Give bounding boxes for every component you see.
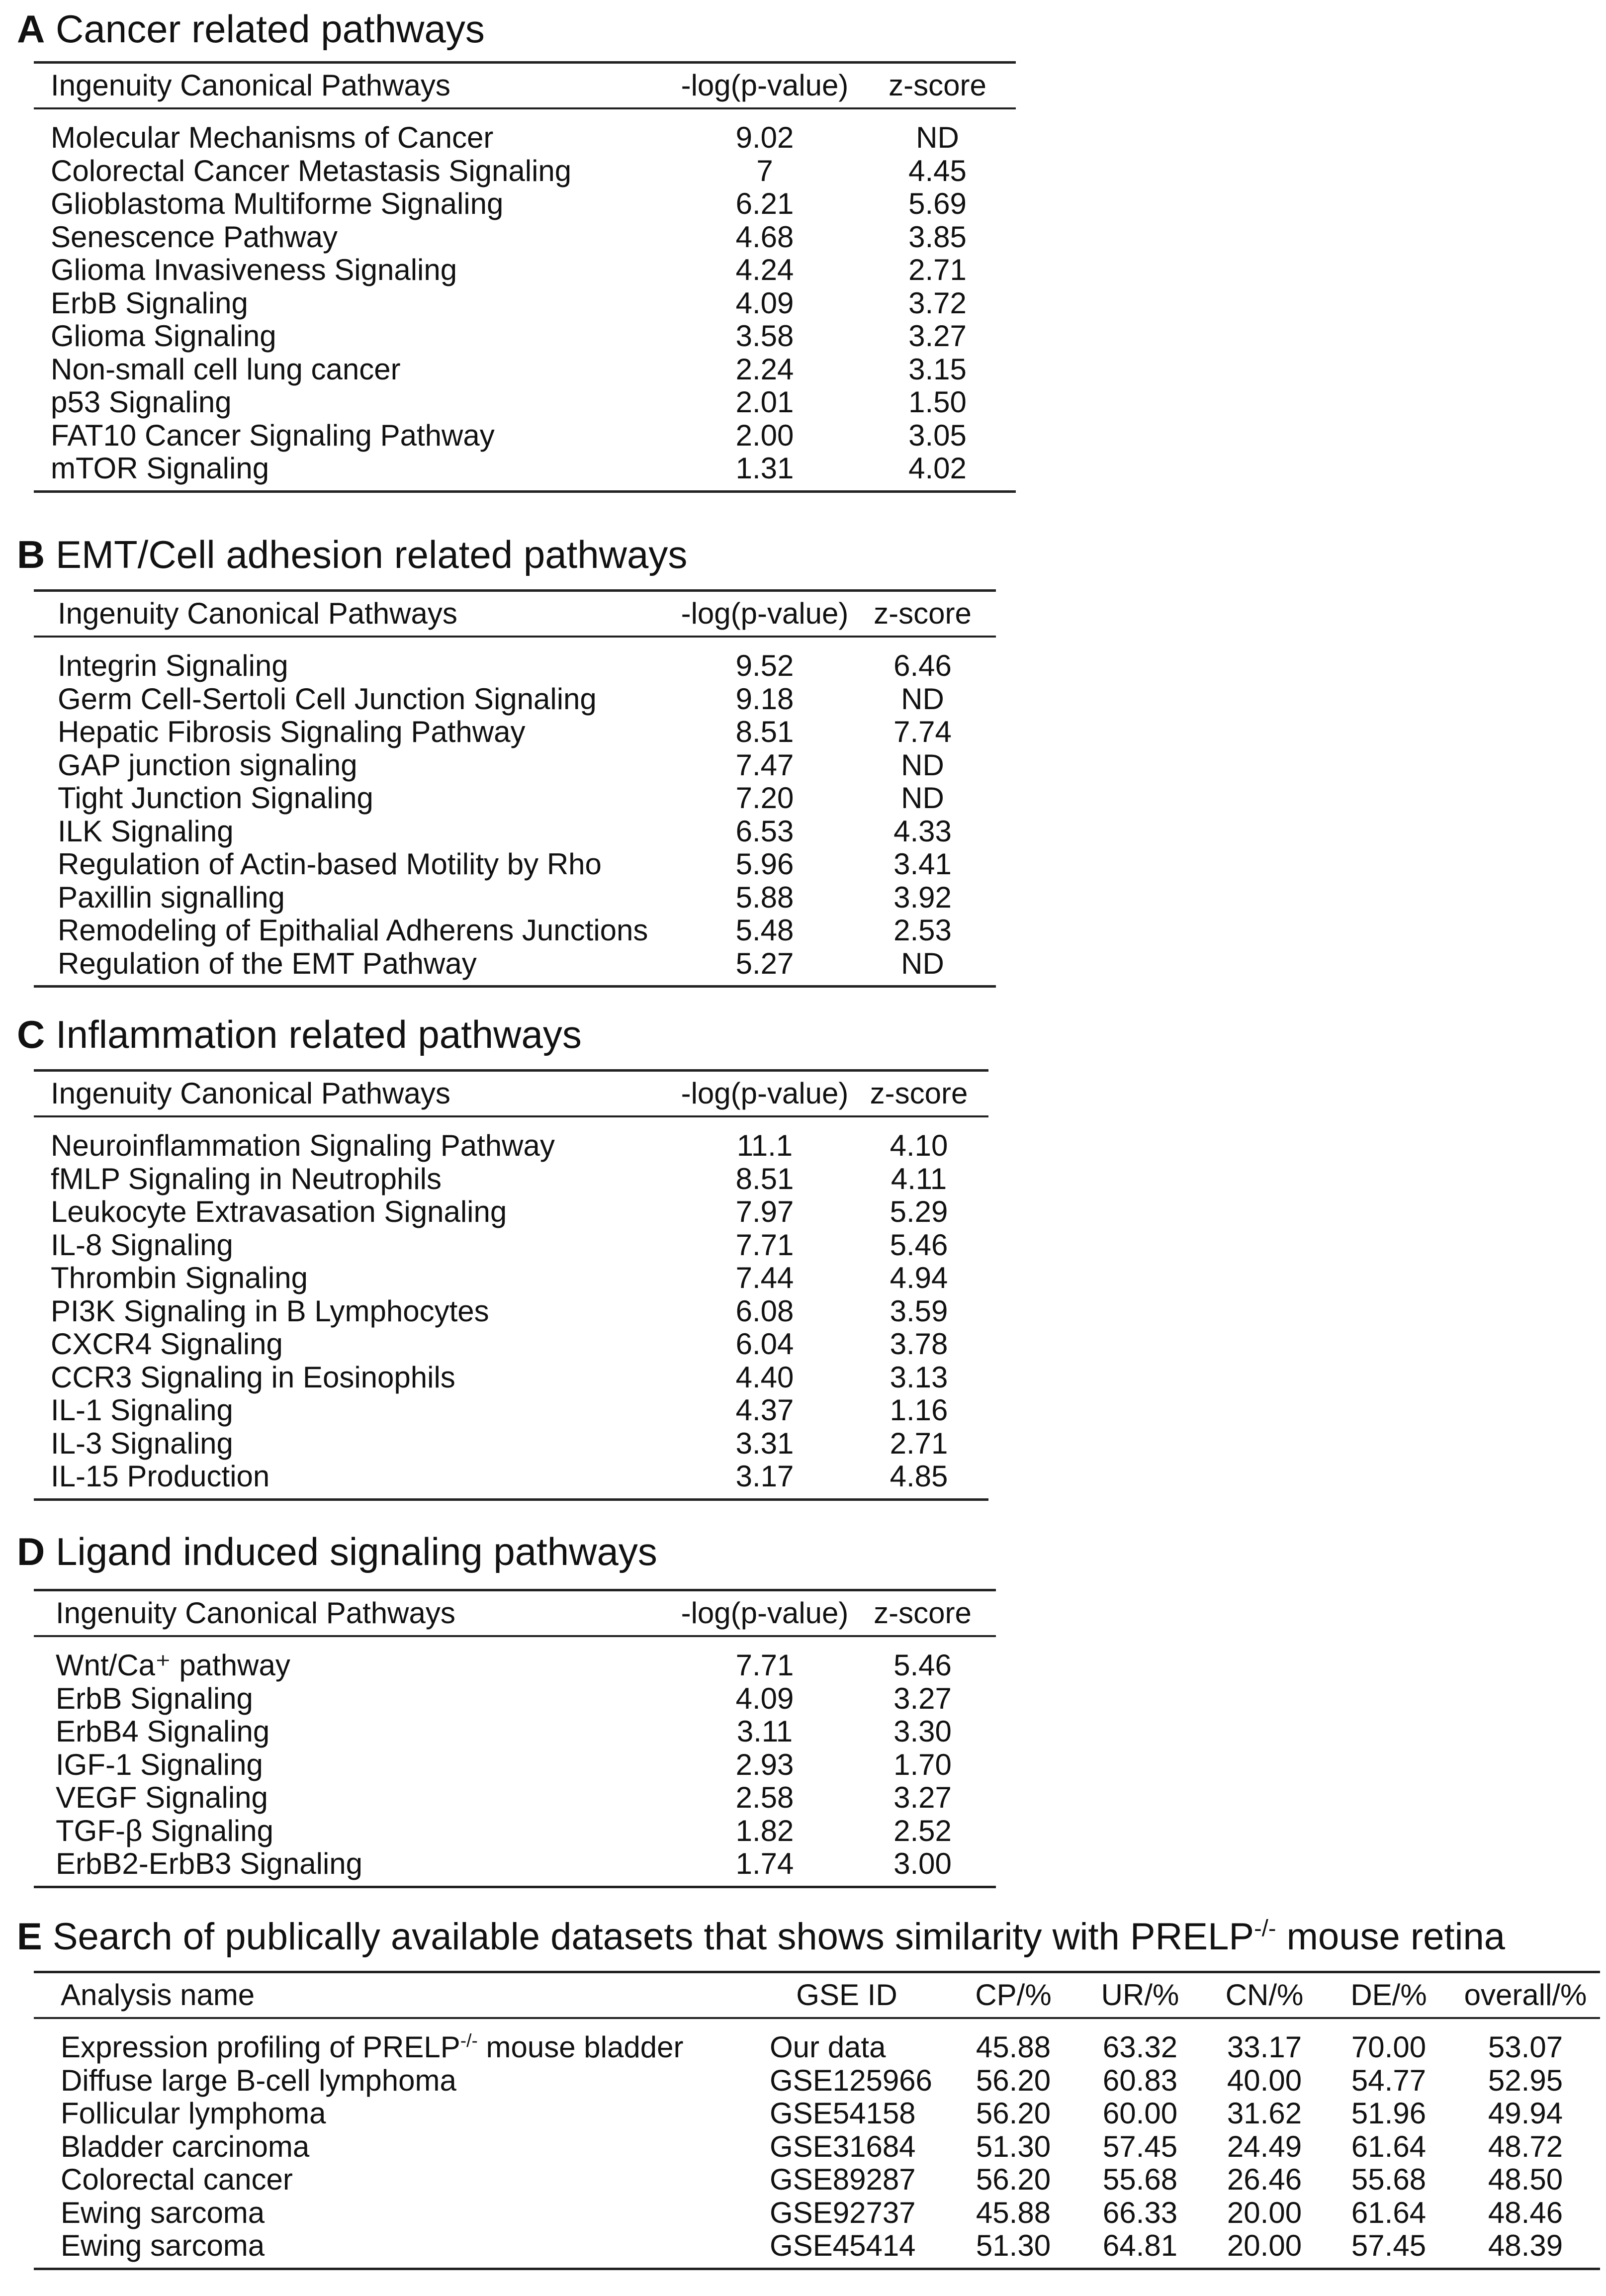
logp-value: 11.1 [736,1129,793,1162]
pathway-name: Hepatic Fibrosis Signaling Pathway [58,715,526,748]
cp-value: 51.30 [976,2129,1051,2163]
logp-value: 5.27 [735,946,794,980]
pathway-name: Germ Cell-Sertoli Cell Junction Signaling [58,682,597,716]
logp-value: 6.53 [735,814,794,848]
table-row [34,716,996,749]
zscore-value: ND [916,121,959,154]
logp-value: 6.04 [735,1327,794,1361]
column-header-cp: CP/% [975,1978,1052,2012]
analysis-name [34,2229,745,2269]
section-title [17,530,687,579]
pathway-name: ErbB2-ErbB3 Signaling [56,1847,363,1880]
pathway-name: CCR3 Signaling in Eosinophils [51,1360,455,1394]
zscore-value: 6.46 [893,649,952,682]
section-letter: D [17,1530,45,1573]
zscore-value: ND [901,682,944,716]
table-row [34,287,1016,320]
ur-value: 60.83 [1102,2063,1178,2097]
analysis-name [34,2064,745,2098]
cn-value: 20.00 [1227,2196,1302,2229]
overall-value: 52.95 [1488,2063,1563,2097]
pathway-name: fMLP Signaling in Neutrophils [51,1162,442,1195]
zscore-value: 2.52 [893,1814,952,1847]
ur-value: 55.68 [1102,2163,1178,2196]
logp-value: 9.52 [735,649,794,682]
pathway-name: Regulation of Actin-based Motility by Rho [58,847,602,881]
table-row [34,1361,988,1394]
zscore-value: 3.15 [908,352,967,386]
analysis-name-text: Ewing sarcoma [61,2229,265,2262]
pathway-name: CXCR4 Signaling [51,1327,283,1361]
de-value: 61.64 [1351,2196,1427,2229]
table-row [34,452,1016,491]
gse-id: GSE45414 [770,2229,916,2262]
table-row [34,947,996,987]
logp-value: 4.09 [735,1681,794,1715]
logp-value: 4.09 [735,286,794,320]
cn-value: 31.62 [1227,2097,1302,2130]
pathway-name: ErbB Signaling [51,286,248,320]
pathway-name: IGF-1 Signaling [56,1747,263,1781]
table-row [34,1815,996,1848]
analysis-name [34,2130,745,2164]
table-row [34,419,1016,453]
column-header-analysis-name: Analysis name [61,1978,255,2012]
table-row [34,254,1016,287]
analysis-name [34,2097,745,2130]
zscore-value: 4.33 [893,814,952,848]
zscore-value: 4.10 [890,1129,948,1162]
column-header-pathway: Ingenuity Canonical Pathways [51,1077,450,1110]
cp-value: 56.20 [976,2097,1051,2130]
table-header-row [34,1071,988,1117]
table-row [34,221,1016,254]
pathway-name: Non-small cell lung cancer [51,352,401,386]
logp-value: 3.58 [735,319,794,353]
logp-value: 4.37 [735,1393,794,1427]
pathway-table [34,61,1016,493]
pathway-name: TGF-β Signaling [56,1814,273,1847]
overall-value: 48.72 [1488,2129,1563,2163]
cp-value: 45.88 [976,2196,1051,2229]
zscore-value: 3.13 [890,1360,948,1394]
pathway-name: FAT10 Cancer Signaling Pathway [51,418,495,452]
table-row [34,2018,1600,2064]
table-row [34,2163,1600,2197]
overall-value: 53.07 [1488,2030,1563,2064]
section-c [17,1010,1011,1517]
knockout-superscript: -/- [1254,1915,1276,1941]
de-value: 70.00 [1351,2030,1427,2064]
column-header-zscore: z-score [874,597,972,630]
dataset-table [34,1971,1600,2270]
table-row [34,749,996,782]
logp-value: 8.51 [735,1162,794,1195]
table-row [34,1116,988,1163]
table-row [34,1328,988,1361]
de-value: 54.77 [1351,2063,1427,2097]
analysis-name [34,2197,745,2230]
cp-value: 56.20 [976,2163,1051,2196]
ur-value: 66.33 [1102,2196,1178,2229]
logp-value: 1.82 [735,1814,794,1847]
pathway-name: Glioblastoma Multiforme Signaling [51,187,504,220]
zscore-value: 5.69 [908,187,967,220]
pathway-name: Tight Junction Signaling [58,781,373,815]
logp-value: 4.68 [735,220,794,254]
analysis-name-text: Diffuse large B-cell lymphoma [61,2063,456,2097]
pathway-name: ILK Signaling [58,814,234,848]
table-row [34,1636,996,1682]
logp-value: 2.93 [735,1747,794,1781]
pathway-name: Glioma Invasiveness Signaling [51,253,457,286]
gse-id: GSE54158 [770,2097,916,2130]
gse-id: GSE89287 [770,2163,916,2196]
logp-value: 9.02 [735,121,794,154]
column-header-pathway: Ingenuity Canonical Pathways [51,69,450,102]
section-e [17,1912,1603,2290]
section-d [17,1527,1011,1905]
zscore-value: 2.71 [908,253,967,286]
cp-value: 45.88 [976,2030,1051,2064]
zscore-value: ND [901,781,944,815]
logp-value: 7.20 [735,781,794,815]
overall-value: 48.50 [1488,2163,1563,2196]
logp-value: 6.21 [735,187,794,220]
logp-value: 2.00 [735,418,794,452]
gse-id: Our data [770,2030,886,2064]
table-row [34,2097,1600,2130]
section-letter: A [17,7,45,51]
column-header-logp: -log(p-value) [681,1077,849,1110]
pathway-name: Remodeling of Epithalial Adherens Junctions [58,914,648,947]
table-row [34,108,1016,155]
section-letter: B [17,533,45,576]
zscore-value: 3.59 [890,1294,948,1328]
table-row [34,1748,996,1782]
column-header-cn: CN/% [1225,1978,1304,2012]
pathway-name: PI3K Signaling in B Lymphocytes [51,1294,489,1328]
zscore-value: 1.50 [908,385,967,419]
column-header-zscore: z-score [870,1077,968,1110]
section-title-suffix: mouse retina [1276,1916,1505,1958]
pathway-name: Paxillin signalling [58,880,285,914]
logp-value: 3.31 [735,1426,794,1460]
overall-value: 48.46 [1488,2196,1563,2229]
column-header-de: DE/% [1350,1978,1427,2012]
table-row [34,1781,996,1815]
zscore-value: 3.92 [893,880,952,914]
ur-value: 64.81 [1102,2229,1178,2262]
logp-value: 8.51 [735,715,794,748]
gse-id: GSE125966 [770,2063,932,2097]
zscore-value: 2.71 [890,1426,948,1460]
pathway-name: IL-8 Signaling [51,1228,233,1262]
section-title [17,4,485,54]
zscore-value: 3.85 [908,220,967,254]
pathway-name: Integrin Signaling [58,649,288,682]
logp-value: 7.47 [735,748,794,782]
zscore-value: 4.85 [890,1460,948,1493]
logp-value: 6.08 [735,1294,794,1328]
pathway-name: Glioma Signaling [51,319,276,353]
gse-id: GSE31684 [770,2129,916,2163]
pathway-name: Neuroinflammation Signaling Pathway [51,1129,555,1162]
section-b [17,530,1011,1007]
table-row [34,155,1016,188]
pathway-name: Colorectal Cancer Metastasis Signaling [51,154,572,187]
ur-value: 63.32 [1102,2030,1178,2064]
table-row [34,1427,988,1461]
section-letter: E [17,1916,42,1958]
table-row [34,1163,988,1196]
pathway-name: IL-3 Signaling [51,1426,233,1460]
de-value: 57.45 [1351,2229,1427,2262]
logp-value: 7.97 [735,1195,794,1228]
table-row [34,353,1016,386]
pathway-name: ErbB4 Signaling [56,1715,270,1748]
zscore-value: 3.30 [893,1715,952,1748]
cn-value: 26.46 [1227,2163,1302,2196]
section-title [17,1010,582,1059]
table-row [34,1394,988,1427]
cn-value: 20.00 [1227,2229,1302,2262]
analysis-name [34,2018,745,2064]
column-header-zscore: z-score [874,1596,972,1630]
zscore-value: 4.11 [891,1162,947,1195]
table-row [34,2197,1600,2230]
table-row [34,782,996,815]
cn-value: 33.17 [1227,2030,1302,2064]
de-value: 51.96 [1351,2097,1427,2130]
pathway-name: Leukocyte Extravasation Signaling [51,1195,507,1228]
section-title-text: Ligand induced signaling pathways [56,1530,657,1573]
table-row [34,1847,996,1887]
zscore-value: 3.27 [893,1781,952,1814]
table-row [34,386,1016,419]
column-header-pathway: Ingenuity Canonical Pathways [56,1596,455,1630]
analysis-name-text: Expression profiling of PRELP [61,2030,460,2064]
logp-value: 3.11 [736,1715,793,1748]
zscore-value: ND [901,748,944,782]
zscore-value: 3.72 [908,286,967,320]
zscore-value: 3.05 [908,418,967,452]
zscore-value: 2.53 [893,914,952,947]
pathway-name: VEGF Signaling [56,1781,268,1814]
table-row [34,1262,988,1295]
column-header-gse-id: GSE ID [796,1978,897,2012]
table-row [34,848,996,881]
analysis-name [34,2163,745,2197]
cn-value: 24.49 [1227,2129,1302,2163]
logp-value: 5.48 [735,914,794,947]
overall-value: 49.94 [1488,2097,1563,2130]
pathway-name: mTOR Signaling [51,452,269,485]
table-row [34,683,996,716]
de-value: 61.64 [1351,2129,1427,2163]
table-row [34,320,1016,353]
table-row [34,1460,988,1499]
zscore-value: 5.29 [890,1195,948,1228]
logp-value: 4.24 [735,253,794,286]
table-row [34,1715,996,1748]
logp-value: 7.71 [735,1649,794,1682]
zscore-value: 3.78 [890,1327,948,1361]
knockout-superscript: -/- [460,2030,478,2051]
analysis-name-text: Colorectal cancer [61,2163,293,2196]
logp-value: 2.58 [735,1781,794,1814]
zscore-value: 5.46 [890,1228,948,1262]
table-row [34,187,1016,221]
pathway-name: Molecular Mechanisms of Cancer [51,121,494,154]
table-row [34,1295,988,1328]
logp-value: 5.96 [735,847,794,881]
table-row [34,1229,988,1262]
zscore-value: 5.46 [893,1649,952,1682]
zscore-value: 4.94 [890,1261,948,1294]
section-title [17,1527,657,1576]
table-header-row [34,1972,1600,2019]
table-row [34,637,996,683]
ur-value: 60.00 [1102,2097,1178,2130]
section-title [17,1912,1505,1962]
logp-value: 1.74 [735,1847,794,1880]
zscore-value: 1.16 [890,1393,948,1427]
logp-value: 7 [756,154,773,187]
table-header-row [34,63,1016,109]
analysis-name-text: Ewing sarcoma [61,2196,265,2229]
ur-value: 57.45 [1102,2129,1178,2163]
zscore-value: 3.41 [893,847,952,881]
zscore-value: 3.00 [893,1847,952,1880]
logp-value: 9.18 [735,682,794,716]
table-row [34,914,996,947]
zscore-value: ND [901,946,944,980]
pathway-name: Thrombin Signaling [51,1261,308,1294]
section-title-text: Inflammation related pathways [56,1012,582,1056]
pathway-table [34,1069,988,1501]
logp-value: 2.24 [735,352,794,386]
table-row [34,881,996,915]
pathway-name: Senescence Pathway [51,220,338,254]
table-header-row [34,591,996,637]
de-value: 55.68 [1351,2163,1427,2196]
table-row [34,1682,996,1716]
analysis-name-text: Follicular lymphoma [61,2097,326,2130]
logp-value: 5.88 [735,880,794,914]
pathway-name: Wnt/Ca⁺ pathway [56,1649,290,1682]
zscore-value: 1.70 [893,1747,952,1781]
column-header-logp: -log(p-value) [681,1596,849,1630]
column-header-zscore: z-score [889,69,986,102]
table-row [34,2229,1600,2269]
logp-value: 4.40 [735,1360,794,1394]
table-row [34,2064,1600,2098]
pathway-name: GAP junction signaling [58,748,357,782]
pathway-name: IL-15 Production [51,1460,270,1493]
pathway-name: Regulation of the EMT Pathway [58,946,477,980]
logp-value: 3.17 [735,1460,794,1493]
gse-id: GSE92737 [770,2196,916,2229]
zscore-value: 4.45 [908,154,967,187]
section-title-text: Cancer related pathways [56,7,485,51]
pathway-table [34,589,996,988]
analysis-name-suffix: mouse bladder [477,2030,684,2064]
column-header-pathway: Ingenuity Canonical Pathways [58,597,457,630]
pathway-name: IL-1 Signaling [51,1393,233,1427]
zscore-value: 7.74 [893,715,952,748]
section-a [17,4,1011,501]
logp-value: 7.71 [735,1228,794,1262]
section-letter: C [17,1012,45,1056]
zscore-value: 4.02 [908,452,967,485]
column-header-ur: UR/% [1101,1978,1179,2012]
logp-value: 7.44 [735,1261,794,1294]
cp-value: 51.30 [976,2229,1051,2262]
section-title-text: Search of publically available datasets that shows similarity with PRELP [52,1916,1254,1958]
cn-value: 40.00 [1227,2063,1302,2097]
pathway-table [34,1589,996,1888]
column-header-logp: -log(p-value) [681,69,849,102]
table-row [34,2130,1600,2164]
column-header-logp: -log(p-value) [681,597,849,630]
logp-value: 2.01 [735,385,794,419]
zscore-value: 3.27 [908,319,967,353]
zscore-value: 3.27 [893,1681,952,1715]
column-header-overall: overall/% [1464,1978,1587,2012]
logp-value: 1.31 [735,452,794,485]
pathway-name: p53 Signaling [51,385,232,419]
cp-value: 56.20 [976,2063,1051,2097]
table-header-row [34,1590,996,1637]
table-row [34,815,996,848]
analysis-name-text: Bladder carcinoma [61,2129,310,2163]
table-row [34,1195,988,1229]
overall-value: 48.39 [1488,2229,1563,2262]
pathway-name: ErbB Signaling [56,1681,253,1715]
section-title-text: EMT/Cell adhesion related pathways [56,533,688,576]
